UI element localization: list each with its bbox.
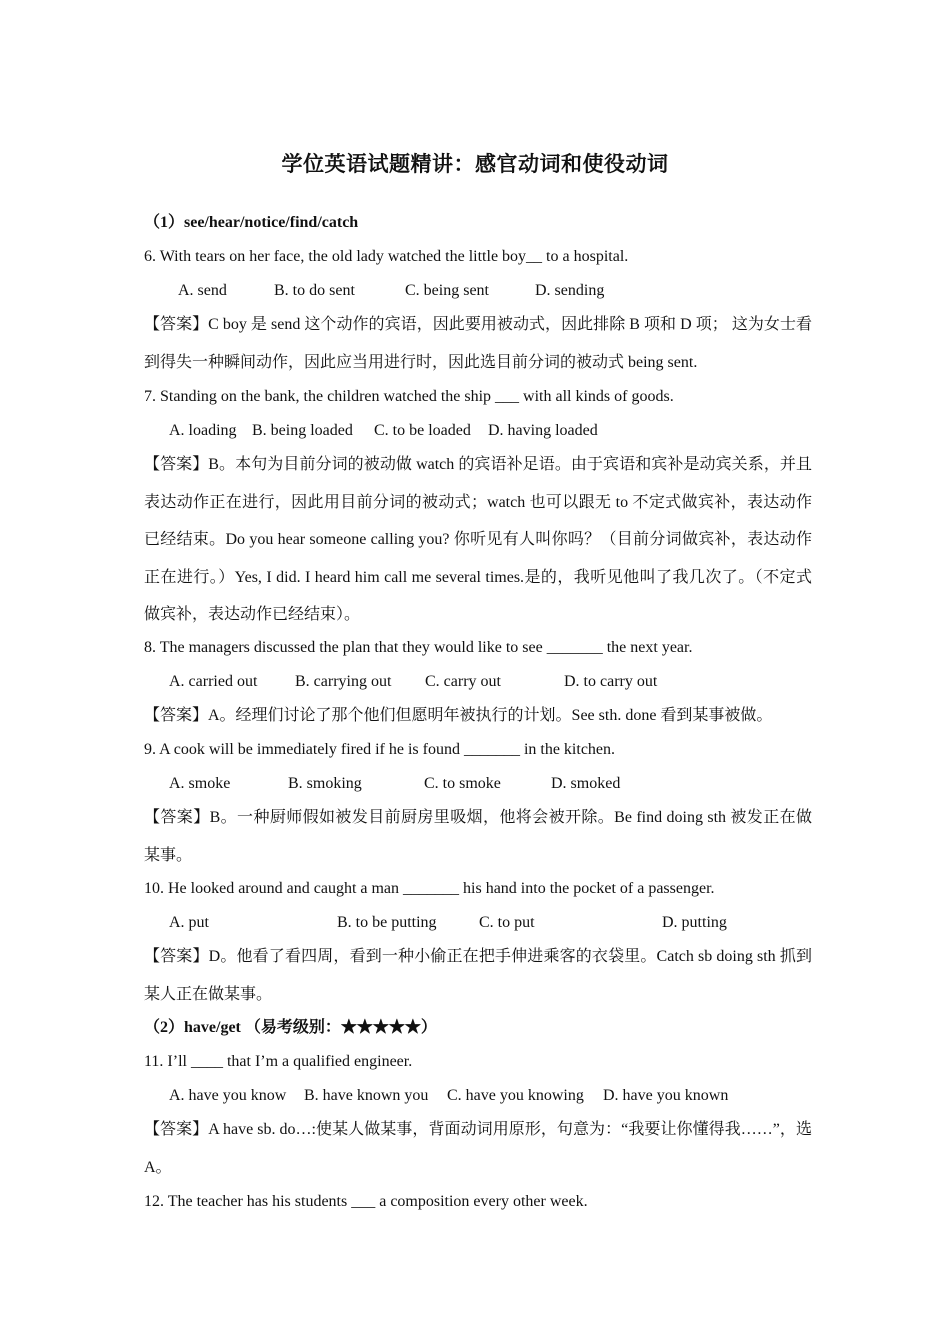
q10-option-a: A. put <box>169 914 209 931</box>
q10-answer: 【答案】D。他看了看四周，看到一种小偷正在把手伸进乘客的衣袋里。Catch sb doing sth 抓到某人正在做某事。 <box>144 948 812 1003</box>
question-9: 9. A cook will be immediately fired if he is found _______ in the kitchen. <box>144 741 616 758</box>
q7-option-c: C. to be loaded <box>374 422 471 439</box>
q9-option-d: D. smoked <box>551 775 621 792</box>
q6-option-d: D. sending <box>535 282 605 299</box>
q8-option-c: C. carry out <box>425 673 501 690</box>
q6-option-b: B. to do sent <box>274 282 355 299</box>
q9-option-c: C. to smoke <box>424 775 501 792</box>
q8-option-b: B. carrying out <box>295 673 392 690</box>
q10-option-b: B. to be putting <box>337 914 437 931</box>
q8-answer: 【答案】A。经理们讨论了那个他们但愿明年被执行的计划。See sth. done 看到某事被做。 <box>144 707 773 724</box>
q9-answer: 【答案】B。一种厨师假如被发目前厨房里吸烟，他将会被开除。Be find doing sth 被发正在做某事。 <box>144 809 812 864</box>
q7-option-b: B. being loaded <box>252 422 353 439</box>
q8-option-d: D. to carry out <box>564 673 658 690</box>
question-10: 10. He looked around and caught a man _______ his hand into the pocket of a passenger. <box>144 880 715 897</box>
question-11: 11. I’ll ____ that I’m a qualified engineer. <box>144 1053 413 1070</box>
question-12: 12. The teacher has his students ___ a composition every other week. <box>144 1193 588 1210</box>
question-7: 7. Standing on the bank, the children watched the ship ___ with all kinds of goods. <box>144 388 674 405</box>
q11-option-c: C. have you knowing <box>447 1087 584 1104</box>
q9-option-b: B. smoking <box>288 775 362 792</box>
q11-option-b: B. have known you <box>304 1087 429 1104</box>
question-6: 6. With tears on her face, the old lady watched the little boy__ to a hospital. <box>144 248 629 265</box>
q7-option-a: A. loading <box>169 422 237 439</box>
q7-answer: 【答案】B。本句为目前分词的被动做 watch 的宾语补足语。由于宾语和宾补是动宾关系，并且表达动作正在进行，因此用目前分词的被动式；watch 也可以跟无 to 不定式做宾补，表达动作已经结束。Do you hear someone calling you? 你听见有人叫你吗？（目前分词做宾补，表达动作正在进行。）Yes, I did. I heard him call me several times.是的，我听见他叫了我几次了。（不定式做宾补，表达动作已经结束）。 <box>144 456 812 623</box>
question-8: 8. The managers discussed the plan that they would like to see _______ the next year. <box>144 639 693 656</box>
q10-option-c: C. to put <box>479 914 535 931</box>
q6-option-a: A. send <box>178 282 227 299</box>
q11-option-d: D. have you known <box>603 1087 729 1104</box>
q10-option-d: D. putting <box>662 914 727 931</box>
page-title: 学位英语试题精讲：感官动词和使役动词 <box>281 152 669 176</box>
q8-option-a: A. carried out <box>169 673 258 690</box>
q6-answer: 【答案】C boy 是 send 这个动作的宾语，因此要用被动式，因此排除 B 项和 D 项； 这为女士看到得失一种瞬间动作，因此应当用进行时，因此选目前分词的被动式 being sent. <box>144 316 812 371</box>
q9-option-a: A. smoke <box>169 775 231 792</box>
q7-option-d: D. having loaded <box>488 422 598 439</box>
section-heading-1: （1）see/hear/notice/find/catch <box>144 214 359 231</box>
q6-option-c: C. being sent <box>405 282 489 299</box>
q11-option-a: A. have you know <box>169 1087 287 1104</box>
section-heading-2: （2）have/get （易考级别：★★★★★） <box>144 1019 437 1036</box>
q11-answer: 【答案】A have sb. do…:使某人做某事，背面动词用原形，句意为：“我要让你懂得我……”，选 A。 <box>144 1121 812 1176</box>
